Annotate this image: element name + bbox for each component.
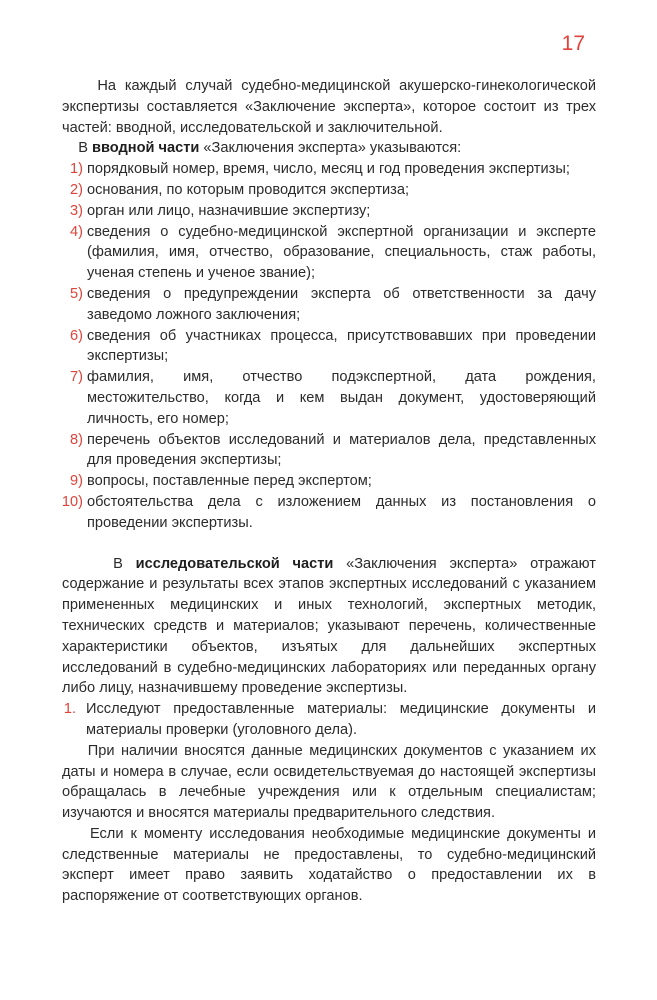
intro-items-list — [62, 159, 596, 533]
documents-paragraph: При наличии вносятся данные медицинских документов с указанием их даты и номера в случае, если освидетельствуемая до настоящей экспертизы обращалась в лечебные учреждения или к отдельным специалистам; изучаются и вносятся материалы предварительного следствия. — [62, 742, 596, 822]
list-item: 8) перечень объектов исследований и материалов дела, представленных для проведения экспертизы; — [70, 431, 596, 469]
list-item: 2) основания, по которым проводится экспертиза; — [70, 181, 410, 198]
research-part-paragraph: В исследовательской части «Заключения эксперта» отражают содержание и результаты всех этапов экспертных исследований с указанием примененных медицинских и иных технологий, экспертных методик, технических средств и материалов; указывают перечень, количественные характеристики объектов, изъятых для дальнейших экспертных исследований в судебно-медицинских лабораториях или переданных органу либо лицу, назначившему проведение экспертизы. — [62, 555, 596, 697]
list-item: 3) орган или лицо, назначившие экспертизу; — [70, 202, 371, 219]
petition-paragraph: Если к моменту исследования необходимые медицинские документы и следственные материалы не предоставлены, то судебно-медицинский эксперт имеет право заявить ходатайство о предоставлении их в распоряжение от соответствующих органов. — [62, 825, 597, 905]
page-number: 17 — [561, 32, 585, 55]
list-item: 7) фамилия, имя, отчество подэкспертной, дата рождения, местожительство, когда и кем выдан документ, удостоверяющий личность, его номер; — [70, 369, 596, 427]
intro-part-bold: вводной части — [92, 140, 200, 157]
research-items-list — [62, 699, 596, 741]
list-item: 4) сведения о судебно-медицинской экспертной организации и эксперте (фамилия, имя, отчество, образование, специальность, стаж работы, ученая степень и ученое звание); — [70, 223, 596, 282]
list-item: 5) сведения о предупреждении эксперта об ответственности за дачу заведомо ложного заключения; — [70, 285, 596, 323]
research-part-bold: исследовательской части — [135, 555, 334, 572]
list-item: 9) вопросы, поставленные перед экспертом; — [70, 473, 372, 490]
list-item: 10) обстоятельства дела с изложением данных из постановления о проведении экспертизы. — [61, 493, 596, 531]
page-body — [62, 76, 596, 907]
intro-part-heading: В вводной части «Заключения эксперта» указываются: — [78, 140, 462, 157]
list-item: 1. Исследуют предоставленные материалы: медицинские документы и материалы проверки (уголовного дела). — [63, 701, 596, 738]
list-item: 6) сведения об участниках процесса, присутствовавших при проведении экспертизы; — [70, 327, 596, 365]
intro-paragraph: На каждый случай судебно-медицинской акушерско-гинекологической экспертизы составляется «Заключение эксперта», которое состоит из трех частей: вводной, исследовательской и заключительной. — [62, 78, 596, 136]
list-item: 1) порядковый номер, время, число, месяц и год проведения экспертизы; — [70, 161, 570, 178]
